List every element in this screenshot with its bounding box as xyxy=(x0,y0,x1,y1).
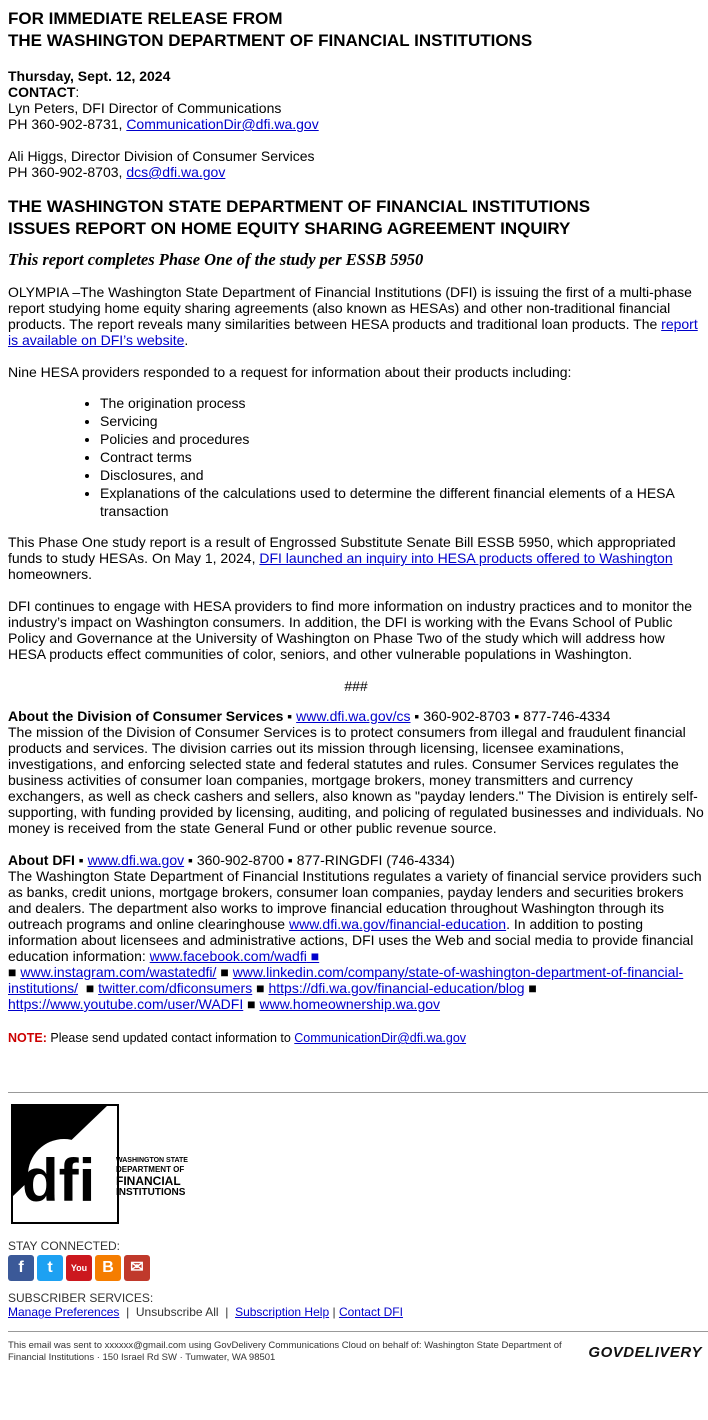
dcs-section xyxy=(8,708,704,836)
square-sep-6: ■ xyxy=(524,980,537,996)
logo-line-1: WASHINGTON STATE xyxy=(116,1157,188,1164)
dcs-phones: ▪ 360-902-8703 ▪ 877-746-4334 xyxy=(410,708,611,724)
dcs-body: The mission of the Division of Consumer Services is to protect consumers from illegal and fraudulent financial products and services. The division carries out its mission through licensing, licensee examinations, investigations, and enforcing selected state and federal statutes and rules. Consumer Services regulates the business activities of consumer loan companies, mortgage brokers, money transmitters and currency exchangers, as well as check cashers and sellers, also known as "payday lenders." The Division is entirely self-supporting, with funding provided by licensing, auditing, and policing of regulated businesses and individuals. No money is received from the state General Fund or other public revenue source. xyxy=(8,724,704,836)
unsubscribe-all[interactable]: Unsubscribe All xyxy=(135,1305,219,1319)
headline-line2: ISSUES REPORT ON HOME EQUITY SHARING AGREEMENT INQUIRY xyxy=(8,219,571,238)
divider xyxy=(8,1331,708,1332)
headline-line1: THE WASHINGTON STATE DEPARTMENT OF FINANCIAL INSTITUTIONS xyxy=(8,197,591,216)
paragraph-phase-one-end: homeowners. xyxy=(8,566,93,582)
paragraph-providers: Nine HESA providers responded to a request for information about their products including: xyxy=(8,364,572,380)
email-icon[interactable]: ✉ xyxy=(124,1255,150,1281)
square-sep-1: ■ xyxy=(306,948,320,964)
about-sep: ▪ xyxy=(74,852,88,868)
paragraph-phase-one-text: This Phase One study report is a result of Engrossed Substitute Senate Bill ESSB 5950, which appropriated funds to study HESAs. On May 1, 2024, xyxy=(8,534,676,566)
dcs-website-link[interactable]: www.dfi.wa.gov/cs xyxy=(296,708,411,724)
sent-notice: This email was sent to xxxxxx@gmail.com using GovDelivery Communications Cloud on behalf of: Washington State Department of Financial Institutions · 150 Israel Rd SW · Tumwater, WA 98501 xyxy=(8,1340,562,1363)
subscription-help-link[interactable]: Subscription Help xyxy=(235,1305,330,1319)
about-dfi-section xyxy=(8,852,704,1012)
pipe-3: | xyxy=(332,1305,336,1319)
subscriber-links xyxy=(8,1305,704,1319)
twitter-icon[interactable]: t xyxy=(37,1255,63,1281)
about-body-2: . In addition to posting information about licensees and administrative actions, DFI uses the Web and social media to provide financial education information: xyxy=(8,916,694,964)
footer-bottom xyxy=(8,1340,704,1376)
facebook-icon[interactable]: f xyxy=(8,1255,34,1281)
square-sep-3: ■ xyxy=(216,964,233,980)
contact-label: CONTACT xyxy=(8,84,76,100)
list-item: • Disclosures, and xyxy=(100,466,704,484)
report-link[interactable]: report is available on DFI’s website xyxy=(8,316,698,348)
stay-connected-label: STAY CONNECTED: xyxy=(8,1239,121,1253)
linkedin-link[interactable]: www.linkedin.com/company/state-of-washington-department-of-financial-institutions/ xyxy=(8,964,684,996)
pipe-1: | xyxy=(126,1305,130,1319)
list-item: • The origination process xyxy=(100,394,704,412)
youtube-link[interactable]: https://www.youtube.com/user/WADFI xyxy=(8,996,244,1012)
paragraph-phase-one xyxy=(8,534,704,582)
subheadline: This report completes Phase One of the study per ESSB 5950 xyxy=(8,250,424,269)
about-title: About DFI xyxy=(8,852,75,868)
logo-line-4: INSTITUTIONS xyxy=(116,1187,186,1198)
square-sep-5: ■ xyxy=(252,980,269,996)
note-line xyxy=(8,1030,704,1046)
paragraph-intro-end: . xyxy=(184,332,189,348)
bullet-list xyxy=(8,394,704,520)
note-label: NOTE: xyxy=(8,1031,47,1045)
list-item: • Contract terms xyxy=(100,448,704,466)
contact-2-phone: PH 360-902-8703, xyxy=(8,164,127,180)
contact-1-email-link[interactable]: CommunicationDir@dfi.wa.gov xyxy=(126,116,319,132)
divider xyxy=(8,1092,708,1093)
paragraph-intro xyxy=(8,284,704,348)
note-text: Please send updated contact information to xyxy=(46,1031,295,1045)
logo-wordmark xyxy=(116,1157,188,1198)
release-header xyxy=(8,8,704,52)
manage-preferences-link[interactable]: Manage Preferences xyxy=(8,1305,120,1319)
about-body-1: The Washington State Department of Financial Institutions regulates a variety of financial service providers such as banks, credit unions, mortgage brokers, consumer loan companies, payday lenders and securities brokers and dealers. The department also works to improve financial education throughout Washington through its outreach programs and online clearinghouse xyxy=(8,868,702,932)
instagram-link[interactable]: www.instagram.com/wastatedfi/ xyxy=(20,964,217,980)
logo-line-3: FINANCIAL xyxy=(116,1174,181,1188)
homeownership-link[interactable]: www.homeownership.wa.gov xyxy=(259,996,441,1012)
logo-mark-text: dfi xyxy=(22,1147,96,1214)
contact-2-name: Ali Higgs, Director Division of Consumer Services xyxy=(8,148,315,164)
contact-dfi-link[interactable]: Contact DFI xyxy=(338,1305,403,1319)
contact-2-email-link[interactable]: dcs@dfi.wa.gov xyxy=(126,164,226,180)
square-sep-7: ■ xyxy=(243,996,260,1012)
dcs-sep: ▪ xyxy=(283,708,297,724)
subscriber-services-label: SUBSCRIBER SERVICES: xyxy=(8,1291,154,1305)
twitter-link[interactable]: twitter.com/dficonsumers xyxy=(98,980,253,996)
paragraph-engagement: DFI continues to engage with HESA providers to find more information on industry practices and to monitor the industry’s impact on Washington consumers. In addition, the DFI is working with the Evans School of Public Policy and Governance at the University of Washington on Phase Two of the study which will address how HESA products effect communities of color, seniors, and other vulnerable populations in Washington. xyxy=(8,598,693,662)
youtube-icon[interactable]: You xyxy=(66,1255,92,1281)
list-item: • Policies and procedures xyxy=(100,430,704,448)
contact-block: Thursday, Sept. 12, 2024 CONTACT: Lyn Peters, DFI Director of Communications PH 360-902-8731, CommunicationDir@dfi.wa.gov Ali Higgs, Director Division of Consumer Services PH 360-902-8703, dcs@dfi.wa.gov xyxy=(8,68,704,180)
blog-link[interactable]: https://dfi.wa.gov/financial-education/blog xyxy=(268,980,525,996)
logo-line-2: DEPARTMENT OF xyxy=(116,1165,185,1174)
headline xyxy=(8,196,704,240)
financial-education-link[interactable]: www.dfi.wa.gov/financial-education xyxy=(288,916,507,932)
dfi-logo xyxy=(8,1101,704,1229)
square-sep-4: ■ xyxy=(78,980,99,996)
contact-1-phone: PH 360-902-8731, xyxy=(8,116,127,132)
separator: ### xyxy=(344,678,368,694)
contact-1-name: Lyn Peters, DFI Director of Communications xyxy=(8,100,282,116)
dfi-website-link[interactable]: www.dfi.wa.gov xyxy=(87,852,185,868)
dcs-title: About the Division of Consumer Services xyxy=(8,708,284,724)
govdelivery-logo: GOVDELIVERY xyxy=(588,1344,702,1361)
square-sep-2: ■ xyxy=(8,964,21,980)
facebook-link[interactable]: www.facebook.com/wadfi xyxy=(149,948,307,964)
about-body xyxy=(8,868,704,1012)
release-header-line1: FOR IMMEDIATE RELEASE FROM xyxy=(8,9,283,28)
social-icons xyxy=(8,1255,704,1283)
paragraph-intro-text: OLYMPIA –The Washington State Department of Financial Institutions (DFI) is issuing the first of a multi-phase report studying home equity sharing agreements (also known as HESAs) and other non-traditional financial products. The report reveals many similarities between HESA products and traditional loan products. The xyxy=(8,284,692,332)
list-item: • Servicing xyxy=(100,412,704,430)
release-date: Thursday, Sept. 12, 2024 xyxy=(8,68,171,84)
about-phones: ▪ 360-902-8700 ▪ 877-RINGDFI (746-4334) xyxy=(184,852,455,868)
release-header-line2: THE WASHINGTON DEPARTMENT OF FINANCIAL INSTITUTIONS xyxy=(8,31,533,50)
list-item: • Explanations of the calculations used to determine the different financial elements of a HESA transaction xyxy=(100,484,704,520)
note-email-link[interactable]: CommunicationDir@dfi.wa.gov xyxy=(294,1031,467,1045)
pipe-2: | xyxy=(225,1305,229,1319)
inquiry-link[interactable]: DFI launched an inquiry into HESA products offered to Washington xyxy=(259,550,673,566)
blogger-icon[interactable]: B xyxy=(95,1255,121,1281)
